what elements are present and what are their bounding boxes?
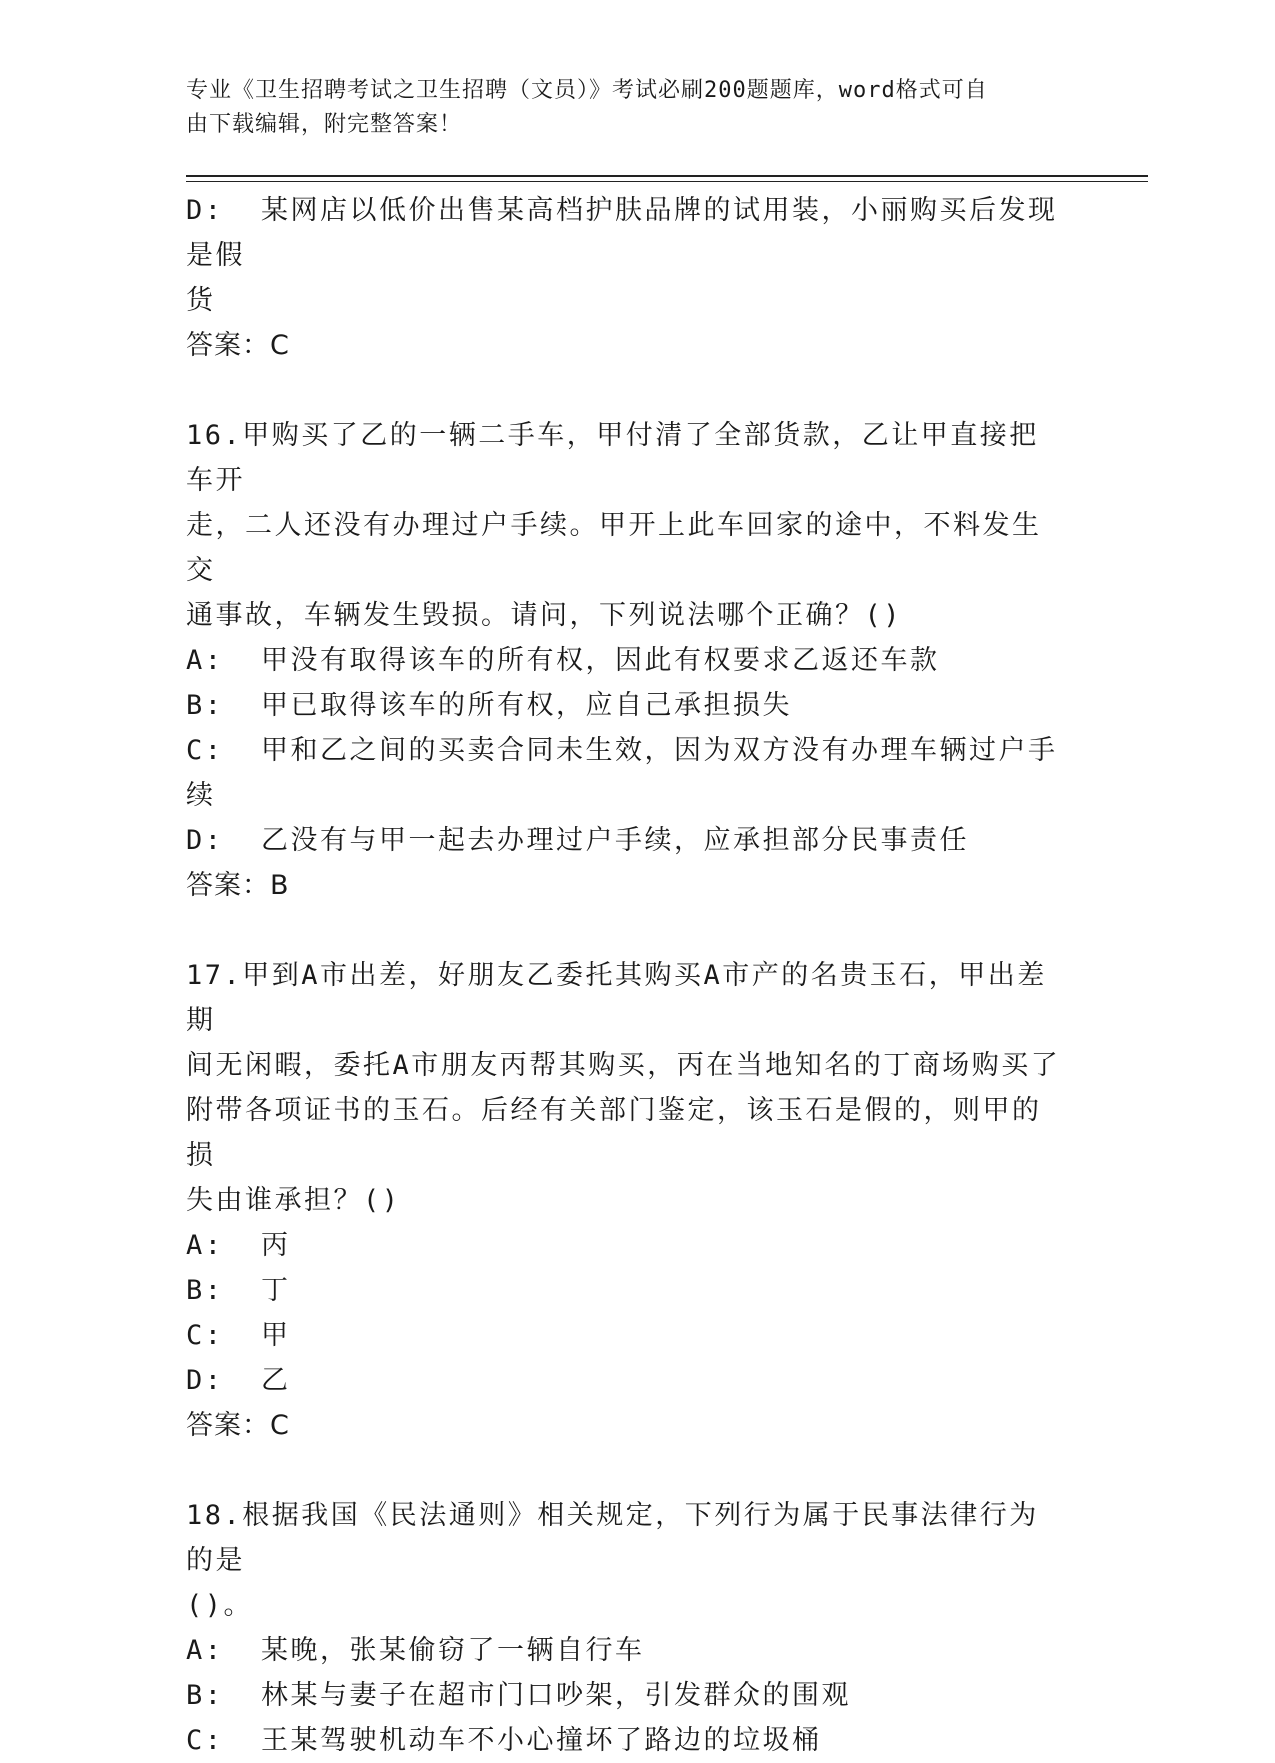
option-a: A: 丙 bbox=[186, 1230, 291, 1261]
question-17 bbox=[186, 953, 1066, 1448]
question-stem-line: ()。 bbox=[186, 1590, 254, 1621]
question-18 bbox=[186, 1493, 1066, 1763]
prev-question-block bbox=[186, 188, 1066, 368]
question-stem-line: 18.根据我国《民法通则》相关规定，下列行为属于民事法律行为的是 bbox=[186, 1500, 1039, 1576]
option-c: C: 甲 bbox=[186, 1320, 291, 1351]
option-d: D: 乙 bbox=[186, 1365, 291, 1396]
header-rule bbox=[186, 175, 1148, 177]
option-b: B: 丁 bbox=[186, 1275, 291, 1306]
option-a: A: 甲没有取得该车的所有权，因此有权要求乙返还车款 bbox=[186, 645, 940, 676]
question-content bbox=[186, 188, 1066, 1763]
answer-line: 答案：C bbox=[186, 1410, 290, 1441]
header-line: 由下载编辑，附完整答案！ bbox=[186, 112, 463, 137]
option-b: B: 林某与妻子在超市门口吵架，引发群众的围观 bbox=[186, 1680, 852, 1711]
answer-line: 答案：B bbox=[186, 870, 290, 901]
option-a: A: 某晚，张某偷窃了一辆自行车 bbox=[186, 1635, 645, 1666]
page-header bbox=[186, 74, 1066, 142]
header-rule-thin bbox=[186, 181, 1148, 182]
question-stem-line: 16.甲购买了乙的一辆二手车，甲付清了全部货款，乙让甲直接把车开 bbox=[186, 420, 1039, 496]
option-c: C: 甲和乙之间的买卖合同未生效，因为双方没有办理车辆过户手续 bbox=[186, 735, 1058, 811]
question-stem-line: 附带各项证书的玉石。后经有关部门鉴定，该玉石是假的，则甲的损 bbox=[186, 1095, 1042, 1171]
option-b: B: 甲已取得该车的所有权，应自己承担损失 bbox=[186, 690, 793, 721]
option-c: C: 王某驾驶机动车不小心撞坏了路边的垃圾桶 bbox=[186, 1725, 822, 1756]
answer-line: 答案：C bbox=[186, 330, 290, 361]
question-stem-line: 失由谁承担？() bbox=[186, 1185, 401, 1216]
question-stem-line: 17.甲到A市出差，好朋友乙委托其购买A市产的名贵玉石，甲出差期 bbox=[186, 960, 1047, 1036]
question-16 bbox=[186, 413, 1066, 908]
question-stem-line: 走，二人还没有办理过户手续。甲开上此车回家的途中，不料发生交 bbox=[186, 510, 1042, 586]
option-d-line: D: 某网店以低价出售某高档护肤品牌的试用装，小丽购买后发现是假 bbox=[186, 195, 1058, 271]
option-d: D: 乙没有与甲一起去办理过户手续，应承担部分民事责任 bbox=[186, 825, 970, 856]
option-d-line: 货 bbox=[186, 285, 216, 316]
question-stem-line: 间无闲暇，委托A市朋友丙帮其购买，丙在当地知名的丁商场购买了 bbox=[186, 1050, 1061, 1081]
header-line: 专业《卫生招聘考试之卫生招聘（文员）》考试必刷200题题库，word格式可自 bbox=[186, 78, 988, 103]
question-stem-line: 通事故，车辆发生毁损。请问，下列说法哪个正确？() bbox=[186, 600, 903, 631]
